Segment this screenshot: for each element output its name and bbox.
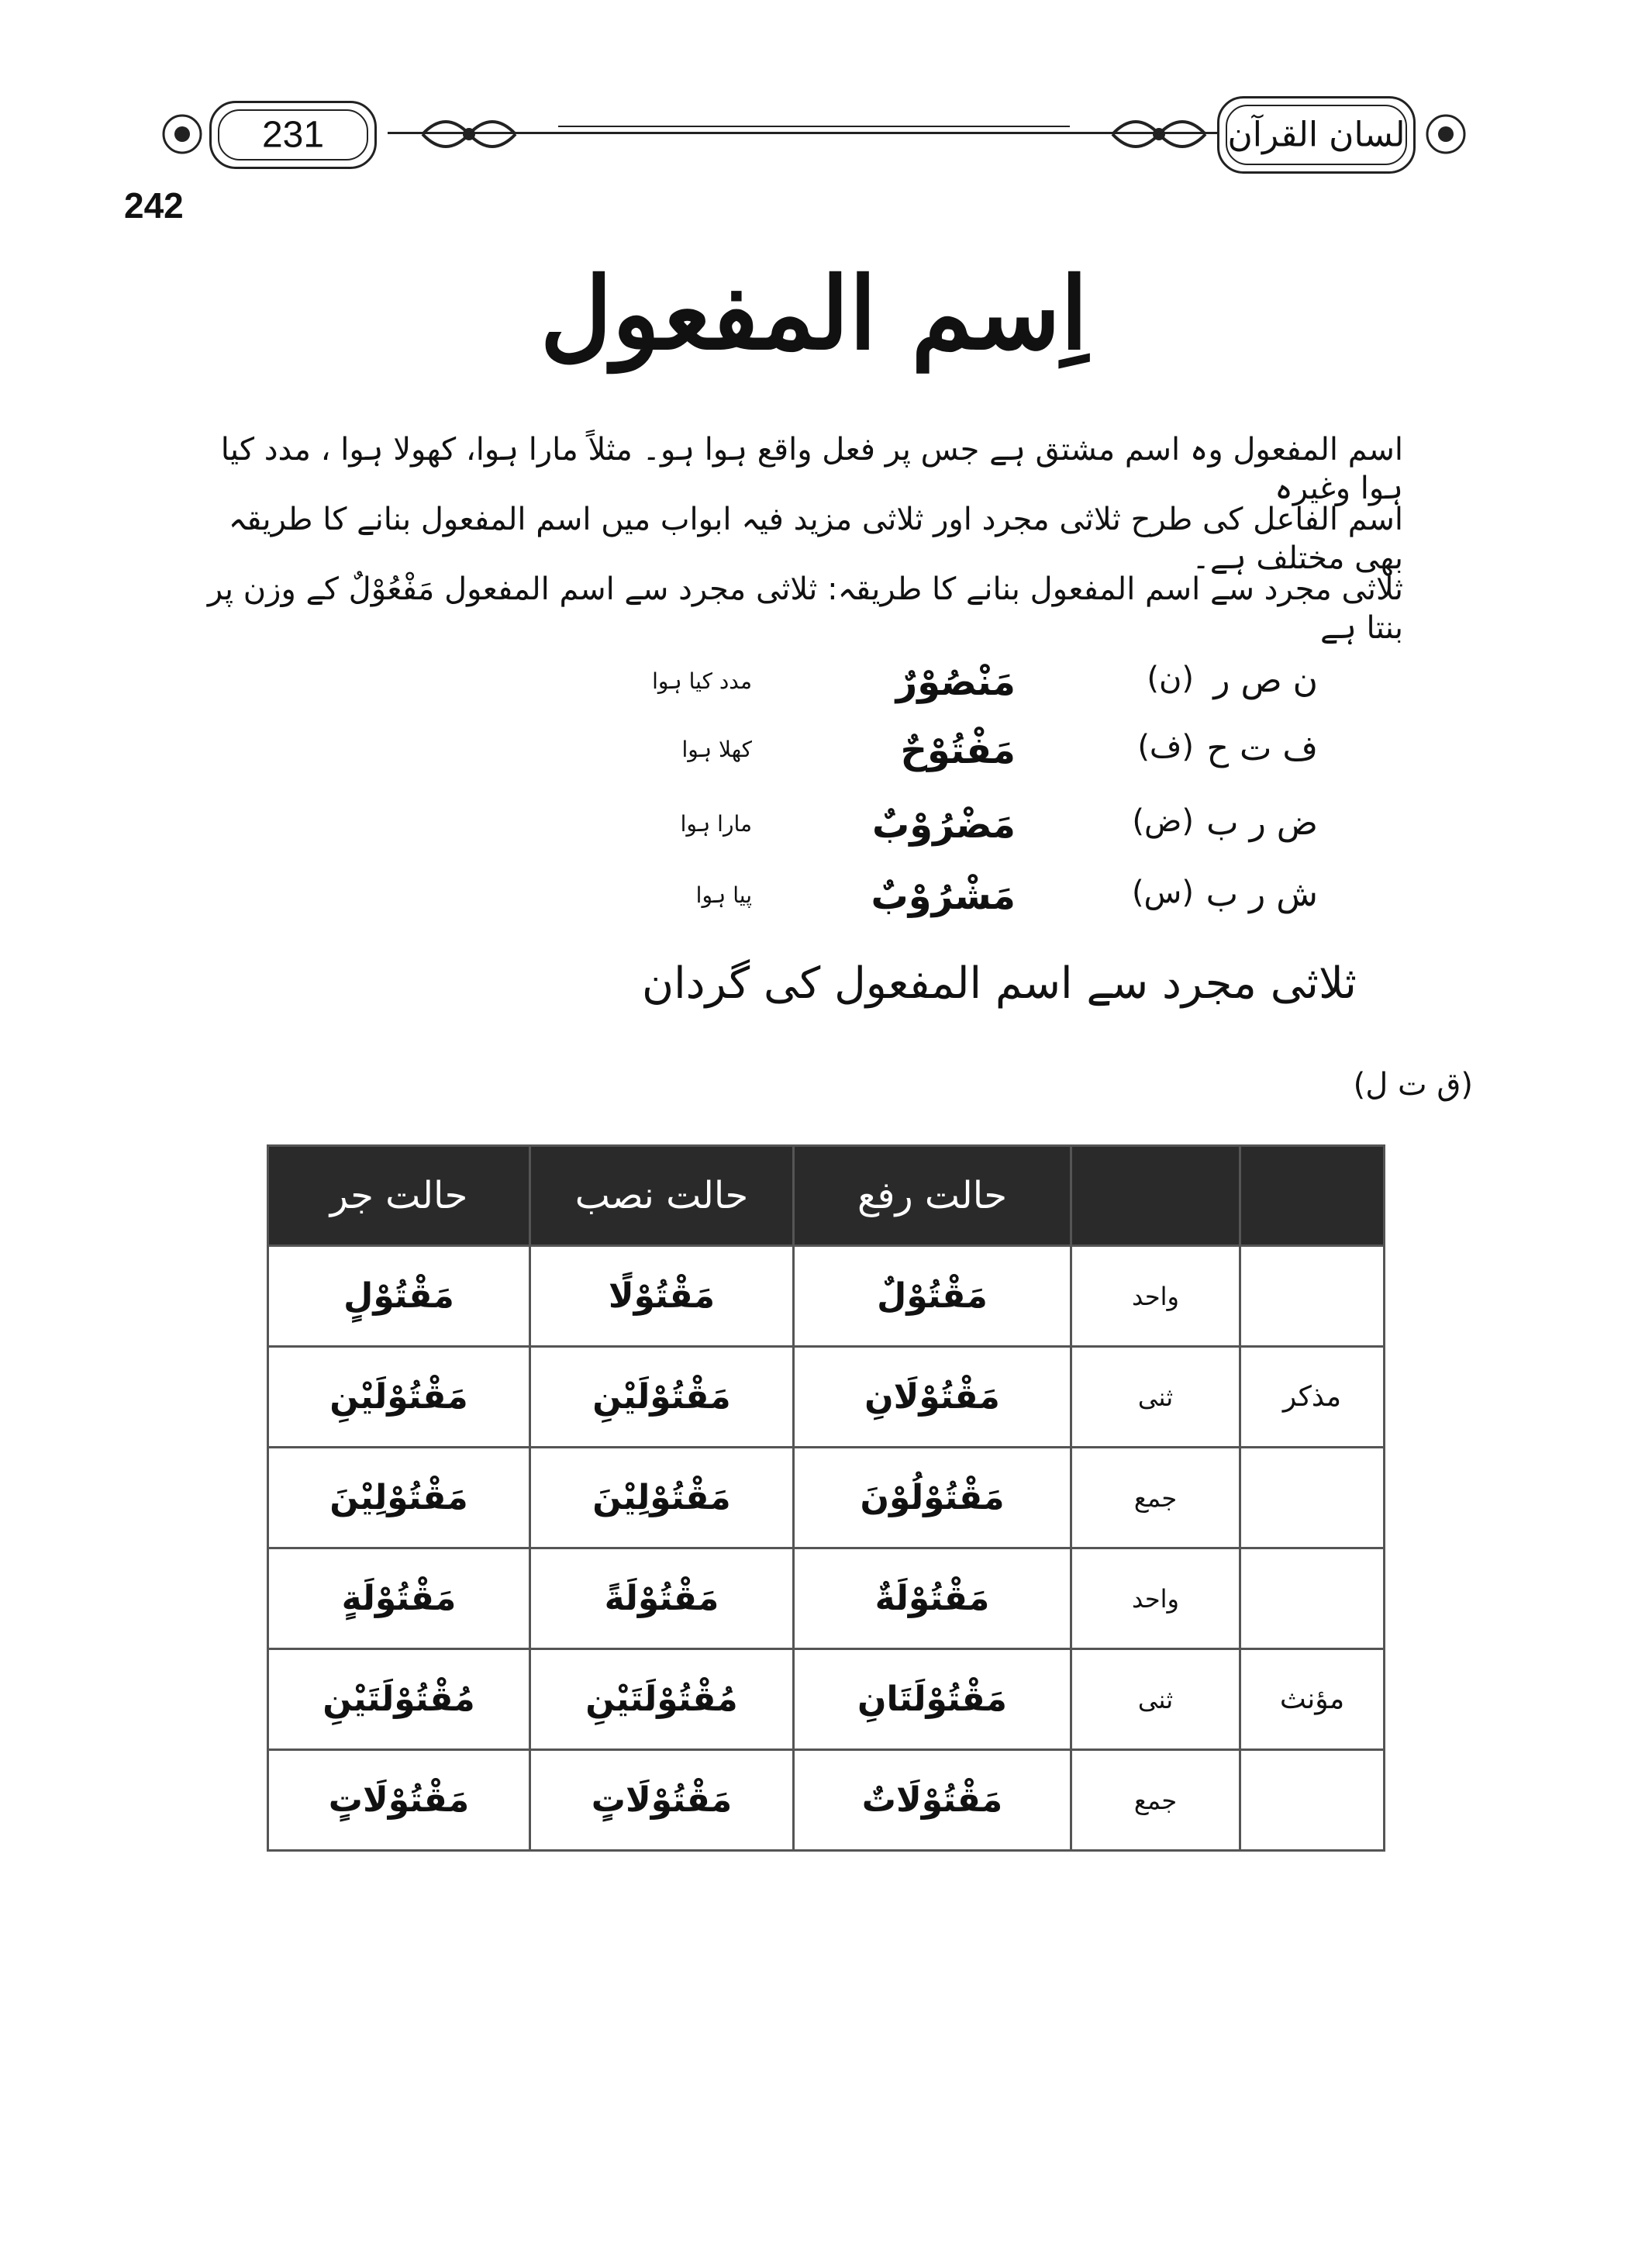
- table-row: [268, 1448, 1385, 1548]
- ornament-right-end-icon: [1419, 107, 1473, 161]
- table-row: [268, 1750, 1385, 1851]
- example-word: مَشْرُوْبٌ: [871, 875, 1016, 918]
- gender-cell: [1240, 1548, 1385, 1649]
- jarr-cell: مَقْتُوْلٍ: [268, 1246, 530, 1347]
- number-cell: جمع: [1071, 1750, 1240, 1851]
- example-bab: (ن): [1147, 661, 1194, 696]
- nasb-cell: مَقْتُوْلِیْنَ: [530, 1448, 794, 1548]
- example-word: مَفْتُوْحٌ: [900, 729, 1016, 772]
- example-meaning: مارا ہوا: [680, 811, 752, 837]
- conjugation-table: [267, 1144, 1385, 1852]
- file-page-number: 242: [124, 185, 184, 226]
- example-meaning: مدد کیا ہوا: [652, 668, 752, 694]
- page-number-badge: [209, 101, 377, 169]
- jarr-cell: مَقْتُوْلِیْنَ: [268, 1448, 530, 1548]
- intro-line-3: ثلاثی مجرد سے اسم المفعول بنانے کا طریقہ: ثلاثی مجرد سے اسم المفعول مَفْعُوْلٌ کے وزن پر بنتا ہے: [207, 571, 1403, 646]
- header-jarr: حالت جر: [268, 1146, 530, 1246]
- raf-cell: مَقْتُوْلُوْنَ: [794, 1448, 1071, 1548]
- number-cell: جمع: [1071, 1448, 1240, 1548]
- header-raf: حالت رفع: [794, 1146, 1071, 1246]
- book-title-badge: [1217, 96, 1416, 174]
- gender-cell: مؤنث: [1240, 1649, 1385, 1750]
- header-nasb: حالت نصب: [530, 1146, 794, 1246]
- example-meaning: کھلا ہوا: [681, 737, 752, 762]
- raf-cell: مَقْتُوْلَةٌ: [794, 1548, 1071, 1649]
- table-header-row: [268, 1146, 1385, 1246]
- header-rule-thin: [558, 126, 1070, 127]
- gender-cell: [1240, 1246, 1385, 1347]
- table-row: [268, 1649, 1385, 1750]
- page-number: 231: [261, 114, 325, 156]
- page-title: اِسم المفعول: [540, 256, 1088, 372]
- example-bab: (ف): [1137, 729, 1194, 765]
- raf-cell: مَقْتُوْلٌ: [794, 1246, 1071, 1347]
- root-label: (ق ت ل): [1353, 1067, 1473, 1103]
- raf-cell: مَقْتُوْلَتَانِ: [794, 1649, 1071, 1750]
- gender-cell: [1240, 1448, 1385, 1548]
- example-row: [0, 729, 1628, 791]
- nasb-cell: مُقْتُوْلَتَیْنِ: [530, 1649, 794, 1750]
- example-root: ن ص ر: [1213, 661, 1318, 700]
- header-gender: [1240, 1146, 1385, 1246]
- nasb-cell: مَقْتُوْلَیْنِ: [530, 1347, 794, 1448]
- example-row: [0, 803, 1628, 865]
- number-cell: ثنی: [1071, 1649, 1240, 1750]
- ornament-left-flourish-icon: [419, 105, 519, 163]
- ornament-left-end-icon: [155, 107, 209, 161]
- table-row: [268, 1548, 1385, 1649]
- section-heading: ثلاثی مجرد سے اسم المفعول کی گردان: [641, 958, 1357, 1009]
- gender-cell: مذکر: [1240, 1347, 1385, 1448]
- nasb-cell: مَقْتُوْلَاتٍ: [530, 1750, 794, 1851]
- example-root: ش ر ب: [1205, 875, 1318, 914]
- table-row: [268, 1347, 1385, 1448]
- number-cell: واحد: [1071, 1548, 1240, 1649]
- number-cell: واحد: [1071, 1246, 1240, 1347]
- table-row: [268, 1246, 1385, 1347]
- jarr-cell: مَقْتُوْلَاتٍ: [268, 1750, 530, 1851]
- nasb-cell: مَقْتُوْلًا: [530, 1246, 794, 1347]
- example-word: مَضْرُوْبٌ: [872, 803, 1016, 847]
- intro-line-2: اسم الفاعل کی طرح ثلاثی مجرد اور ثلاثی مزید فیہ ابواب میں اسم المفعول بنانے کا طریقہ بھی مختلف ہے۔: [228, 502, 1403, 576]
- number-cell: ثنی: [1071, 1347, 1240, 1448]
- example-row: [0, 661, 1628, 723]
- example-word: مَنْصُوْرٌ: [895, 661, 1016, 704]
- example-meaning: پیا ہوا: [695, 882, 752, 908]
- header-number: [1071, 1146, 1240, 1246]
- example-root: ف ت ح: [1206, 729, 1318, 768]
- nasb-cell: مَقْتُوْلَةً: [530, 1548, 794, 1649]
- example-bab: (س): [1131, 875, 1194, 910]
- raf-cell: مَقْتُوْلَاتٌ: [794, 1750, 1071, 1851]
- book-title: لسان القرآن: [1227, 115, 1406, 155]
- example-row: [0, 875, 1628, 937]
- raf-cell: مَقْتُوْلَانِ: [794, 1347, 1071, 1448]
- jarr-cell: مَقْتُوْلَیْنِ: [268, 1347, 530, 1448]
- ornament-right-flourish-icon: [1109, 105, 1209, 163]
- page-header: [155, 91, 1473, 177]
- example-bab: (ض): [1132, 803, 1194, 839]
- gender-cell: [1240, 1750, 1385, 1851]
- example-root: ض ر ب: [1206, 803, 1318, 843]
- jarr-cell: مَقْتُوْلَةٍ: [268, 1548, 530, 1649]
- jarr-cell: مُقْتُوْلَتَیْنِ: [268, 1649, 530, 1750]
- intro-line-1: اسم المفعول وہ اسم مشتق ہے جس پر فعل واقع ہوا ہو۔ مثلاً مارا ہوا، کھولا ہوا ، مدد کیا ہوا وغیرہ: [220, 432, 1403, 506]
